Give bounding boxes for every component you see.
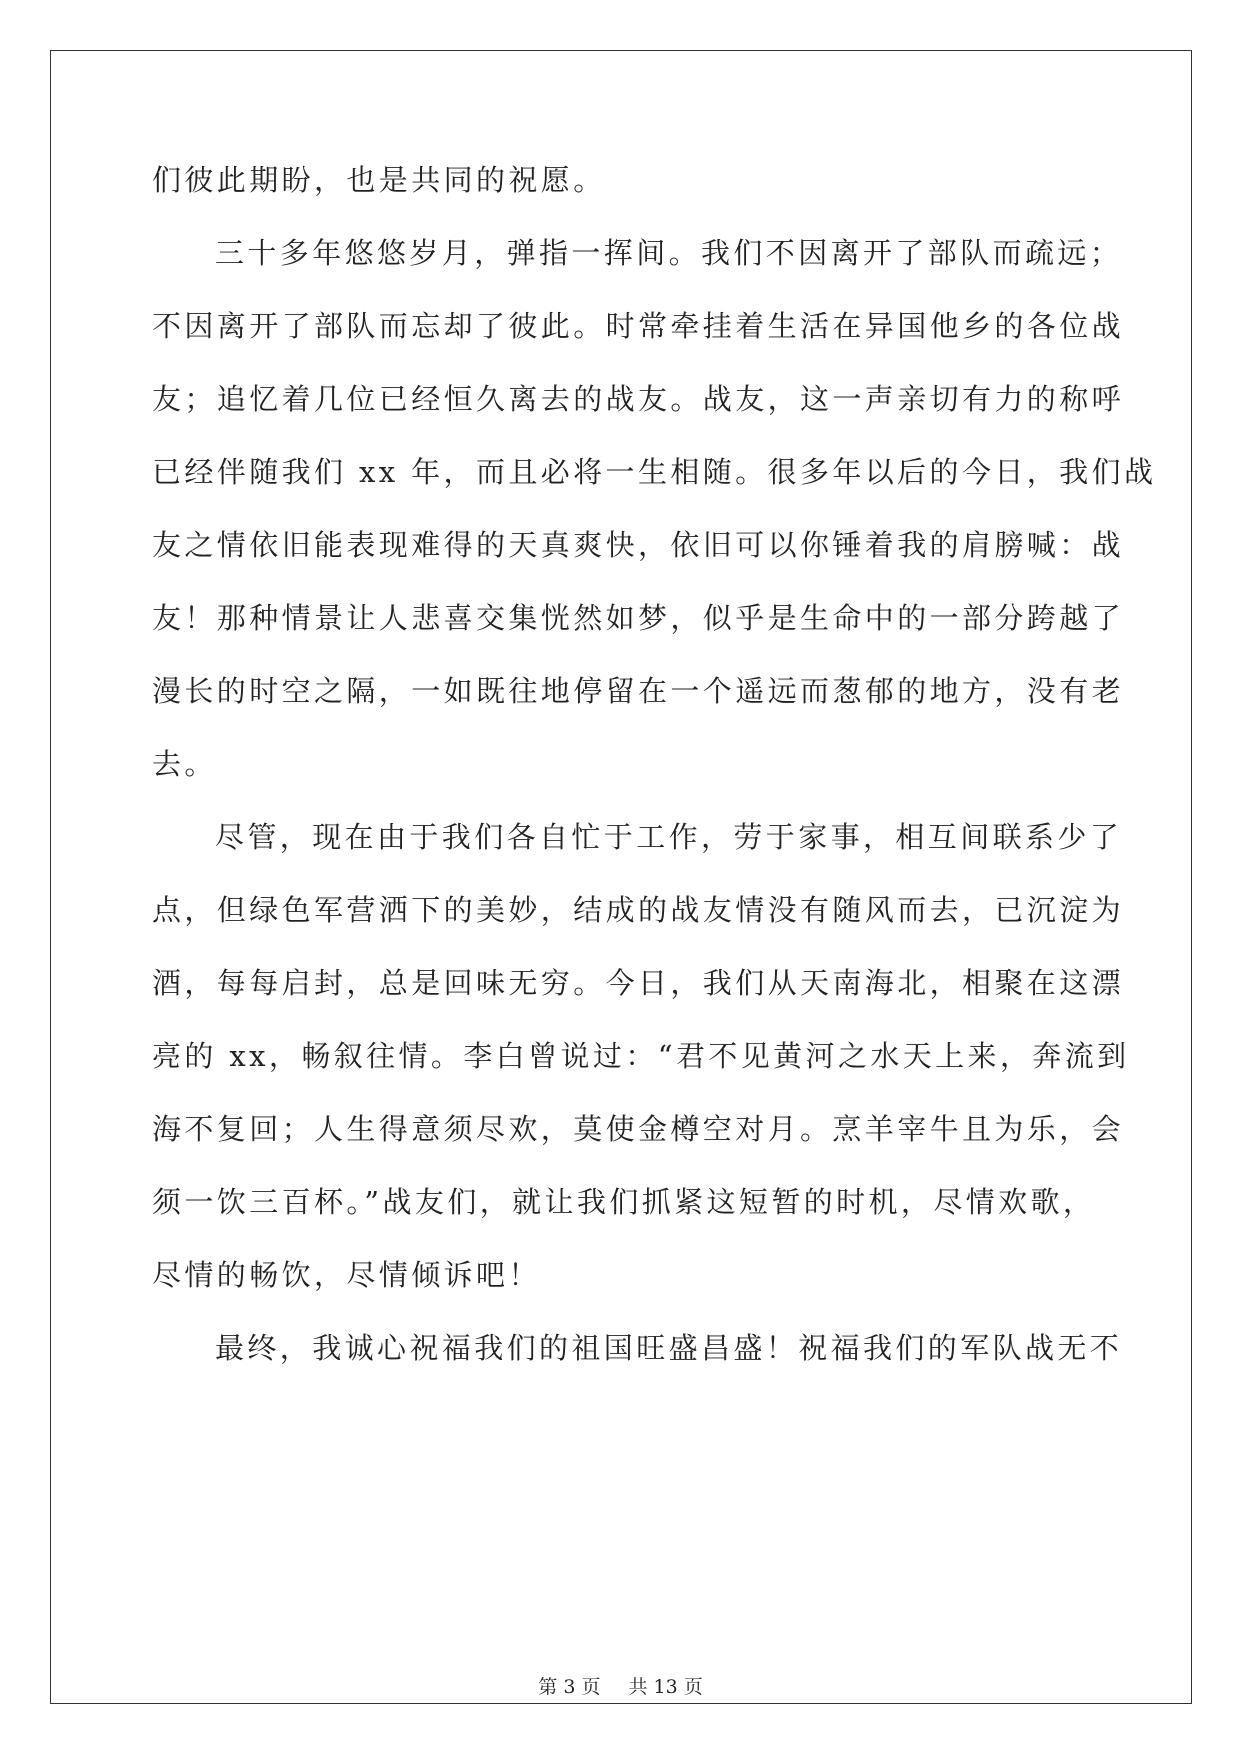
text-line: 友；追忆着几位已经恒久离去的战友。战友，这一声亲切有力的称呼 [152, 382, 1125, 416]
text-line: 点，但绿色军营洒下的美妙，结成的战友情没有随风而去，已沉淀为 [152, 893, 1125, 927]
text-line: 友之情依旧能表现难得的天真爽快，依旧可以你锤着我的肩膀喊：战 [152, 528, 1125, 562]
text-line: 亮的 xx，畅叙往情。李白曾说过：“君不见黄河之水天上来，奔流到 [152, 1039, 1130, 1073]
text-line: 尽情的畅饮，尽情倾诉吧！ [152, 1258, 541, 1292]
text-line: 海不复回；人生得意须尽欢，莫使金樽空对月。烹羊宰牛且为乐，会 [152, 1112, 1125, 1146]
text-line: 友！那种情景让人悲喜交集恍然如梦，似乎是生命中的一部分跨越了 [152, 601, 1125, 635]
text-line: 们彼此期盼，也是共同的祝愿。 [152, 163, 606, 197]
paragraph-first-line: 三十多年悠悠岁月，弹指一挥间。我们不因离开了部队而疏远； [215, 236, 1123, 270]
page-number-current: 第 3 页 [538, 1676, 601, 1698]
page-border [50, 50, 1192, 1704]
text-line: 漫长的时空之隔，一如既往地停留在一个遥远而葱郁的地方，没有老 [152, 674, 1125, 708]
page-footer [0, 1675, 1241, 1699]
text-line: 已经伴随我们 xx 年，而且必将一生相随。很多年以后的今日，我们战 [152, 455, 1157, 489]
paragraph-first-line: 最终，我诚心祝福我们的祖国旺盛昌盛！祝福我们的军队战无不 [215, 1331, 1123, 1365]
text-line: 酒，每每启封，总是回味无穷。今日，我们从天南海北，相聚在这漂 [152, 966, 1125, 1000]
text-line: 不因离开了部队而忘却了彼此。时常牵挂着生活在异国他乡的各位战 [152, 309, 1125, 343]
paragraph-first-line: 尽管，现在由于我们各自忙于工作，劳于家事，相互间联系少了 [215, 820, 1123, 854]
page-number-total: 共 13 页 [628, 1676, 703, 1698]
text-line: 须一饮三百杯。”战友们，就让我们抓紧这短暂的时机，尽情欢歌， [152, 1185, 1096, 1219]
text-line: 去。 [152, 747, 217, 781]
